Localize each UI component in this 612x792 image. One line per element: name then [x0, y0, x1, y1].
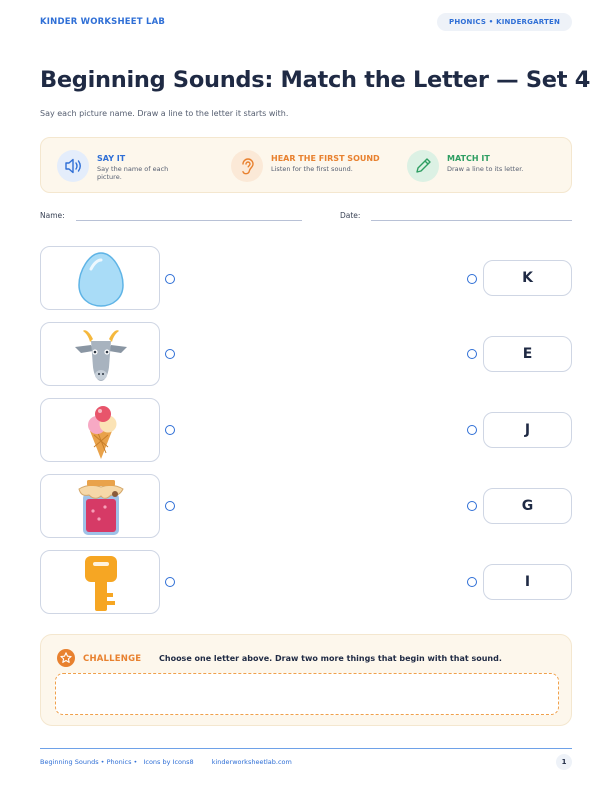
letter-card: E	[483, 336, 572, 372]
date-field[interactable]	[371, 220, 572, 221]
letter-connector-dot[interactable]	[467, 577, 477, 587]
step-title: MATCH IT	[447, 154, 490, 163]
footer-website: kinderworksheetlab.com	[211, 758, 292, 766]
letter-card: I	[483, 564, 572, 600]
star-badge-icon	[57, 649, 75, 667]
brand-name: KINDER WORKSHEET LAB	[40, 17, 166, 27]
challenge-label: CHALLENGE	[83, 654, 142, 664]
letter-card: G	[483, 488, 572, 524]
pencil-icon	[407, 150, 439, 182]
goat-icon	[71, 325, 131, 385]
step-description: Listen for the first sound.	[271, 165, 353, 173]
letter-connector-dot[interactable]	[467, 501, 477, 511]
footer-subject: Beginning Sounds • Phonics •	[40, 758, 138, 766]
picture-connector-dot[interactable]	[165, 274, 175, 284]
picture-card-egg	[40, 246, 160, 310]
picture-card-key	[40, 550, 160, 614]
step-description: Say the name of each picture.	[97, 165, 169, 181]
step-title: HEAR THE FIRST SOUND	[271, 154, 380, 163]
challenge-panel	[40, 634, 572, 726]
name-field[interactable]	[76, 220, 302, 221]
picture-card-ice-cream	[40, 398, 160, 462]
picture-connector-dot[interactable]	[165, 425, 175, 435]
letter-connector-dot[interactable]	[467, 349, 477, 359]
footer	[40, 758, 296, 766]
name-label: Name:	[40, 211, 65, 220]
page-number: 1	[556, 754, 572, 770]
picture-card-goat	[40, 322, 160, 386]
challenge-text: Choose one letter above. Draw two more things that begin with that sound.	[159, 654, 502, 663]
footer-credit: Icons by Icons8	[143, 758, 194, 766]
challenge-answer-box[interactable]	[55, 673, 559, 715]
picture-connector-dot[interactable]	[165, 349, 175, 359]
letter-connector-dot[interactable]	[467, 425, 477, 435]
step-match-it	[407, 149, 567, 183]
page-title: Beginning Sounds: Match the Letter — Set 4	[40, 67, 591, 93]
date-label: Date:	[340, 211, 361, 220]
page-subtitle: Say each picture name. Draw a line to the letter it starts with.	[40, 109, 289, 118]
letter-card: J	[483, 412, 572, 448]
picture-card-jam	[40, 474, 160, 538]
instruction-panel	[40, 137, 572, 193]
step-say-it	[57, 149, 217, 183]
step-hear-sound	[231, 149, 401, 183]
footer-divider	[40, 748, 572, 749]
jam-jar-icon	[71, 477, 131, 537]
subject-tag: PHONICS • KINDERGARTEN	[437, 13, 572, 31]
picture-connector-dot[interactable]	[165, 501, 175, 511]
speaker-icon	[57, 150, 89, 182]
letter-card: K	[483, 260, 572, 296]
ear-icon	[231, 150, 263, 182]
egg-icon	[71, 249, 131, 309]
letter-connector-dot[interactable]	[467, 274, 477, 284]
step-title: SAY IT	[97, 154, 126, 163]
key-icon	[71, 553, 131, 613]
step-description: Draw a line to its letter.	[447, 165, 524, 173]
ice-cream-icon	[71, 401, 131, 461]
picture-connector-dot[interactable]	[165, 577, 175, 587]
